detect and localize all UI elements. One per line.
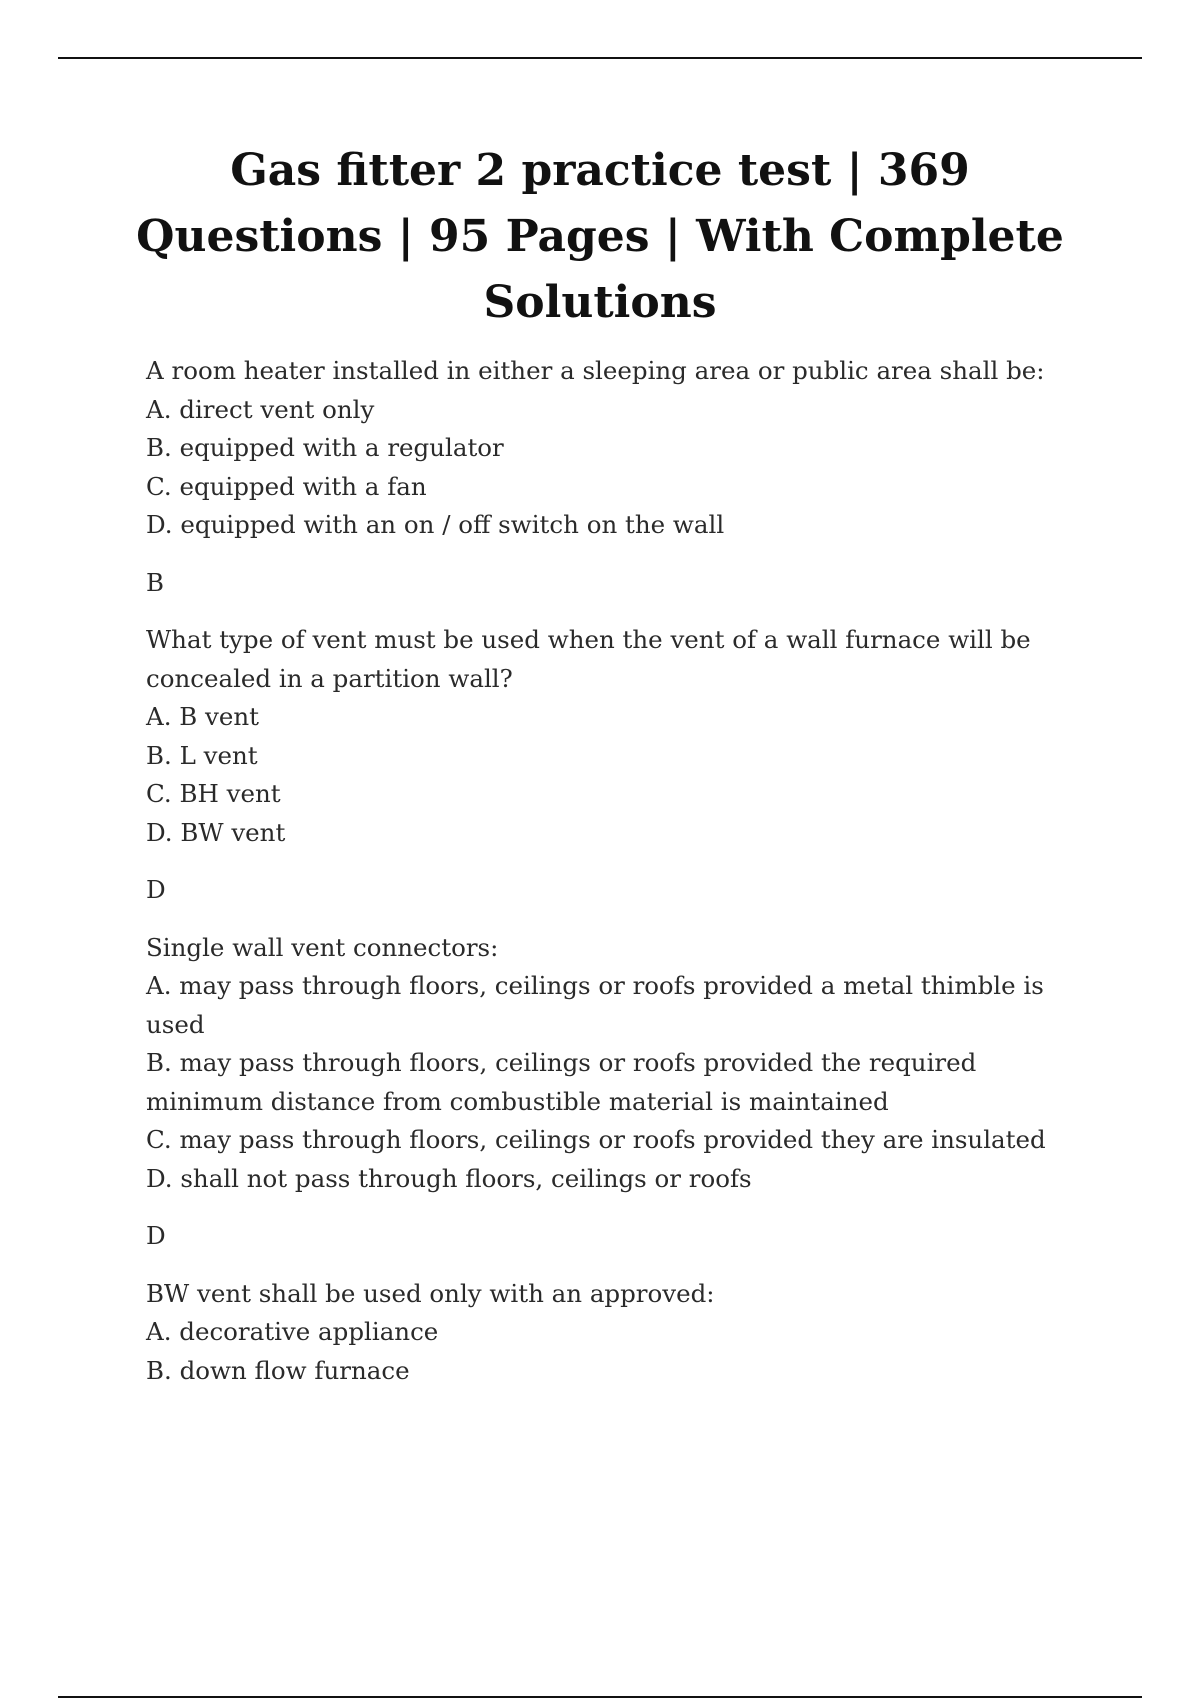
- option-a: A. may pass through floors, ceilings or roofs provided a metal thimble is used: [146, 971, 1044, 1039]
- question-text: A room heater installed in either a sleeping area or public area shall be:: [146, 356, 1045, 385]
- option-d: D. BW vent: [146, 817, 286, 847]
- option-a: A. decorative appliance: [146, 1317, 439, 1346]
- question-list: [146, 352, 1066, 1390]
- question-block-2: [146, 621, 1066, 910]
- option-c: C. may pass through floors, ceilings or roofs provided they are insulated: [146, 1125, 1046, 1154]
- answer-text: D: [146, 1221, 166, 1250]
- option-a: A. direct vent only: [146, 394, 375, 424]
- option-a: A. B vent: [146, 702, 260, 731]
- option-list: [146, 698, 1066, 852]
- bottom-divider: [58, 1696, 1142, 1698]
- option-c: C. equipped with a fan: [146, 471, 427, 501]
- top-divider: [58, 57, 1142, 59]
- option-b: B. equipped with a regulator: [146, 433, 504, 462]
- option-list: [146, 967, 1066, 1198]
- option-list: [146, 391, 1066, 545]
- option-d: D. equipped with an on / off switch on the wall: [146, 510, 725, 539]
- question-text: Single wall vent connectors:: [146, 932, 499, 962]
- document-title: Gas fitter 2 practice test | 369 Questions | 95 Pages | With Complete Solutions: [136, 145, 1064, 328]
- option-b: B. may pass through floors, ceilings or roofs provided the required minimum distance from combustible material is maintained: [146, 1048, 977, 1116]
- option-b: B. down flow furnace: [146, 1355, 410, 1385]
- option-b: B. L vent: [146, 740, 258, 770]
- answer-text: B: [146, 567, 165, 597]
- question-block-4: [146, 1275, 1066, 1391]
- question-block-3: [146, 929, 1066, 1256]
- question-block-1: [146, 352, 1066, 602]
- option-c: C. BH vent: [146, 779, 281, 808]
- option-list: [146, 1313, 1066, 1390]
- answer-text: D: [146, 875, 166, 904]
- question-text: What type of vent must be used when the vent of a wall furnace will be concealed in a partition wall?: [146, 625, 1031, 693]
- option-d: D. shall not pass through floors, ceilings or roofs: [146, 1163, 752, 1193]
- question-text: BW vent shall be used only with an approved:: [146, 1278, 715, 1308]
